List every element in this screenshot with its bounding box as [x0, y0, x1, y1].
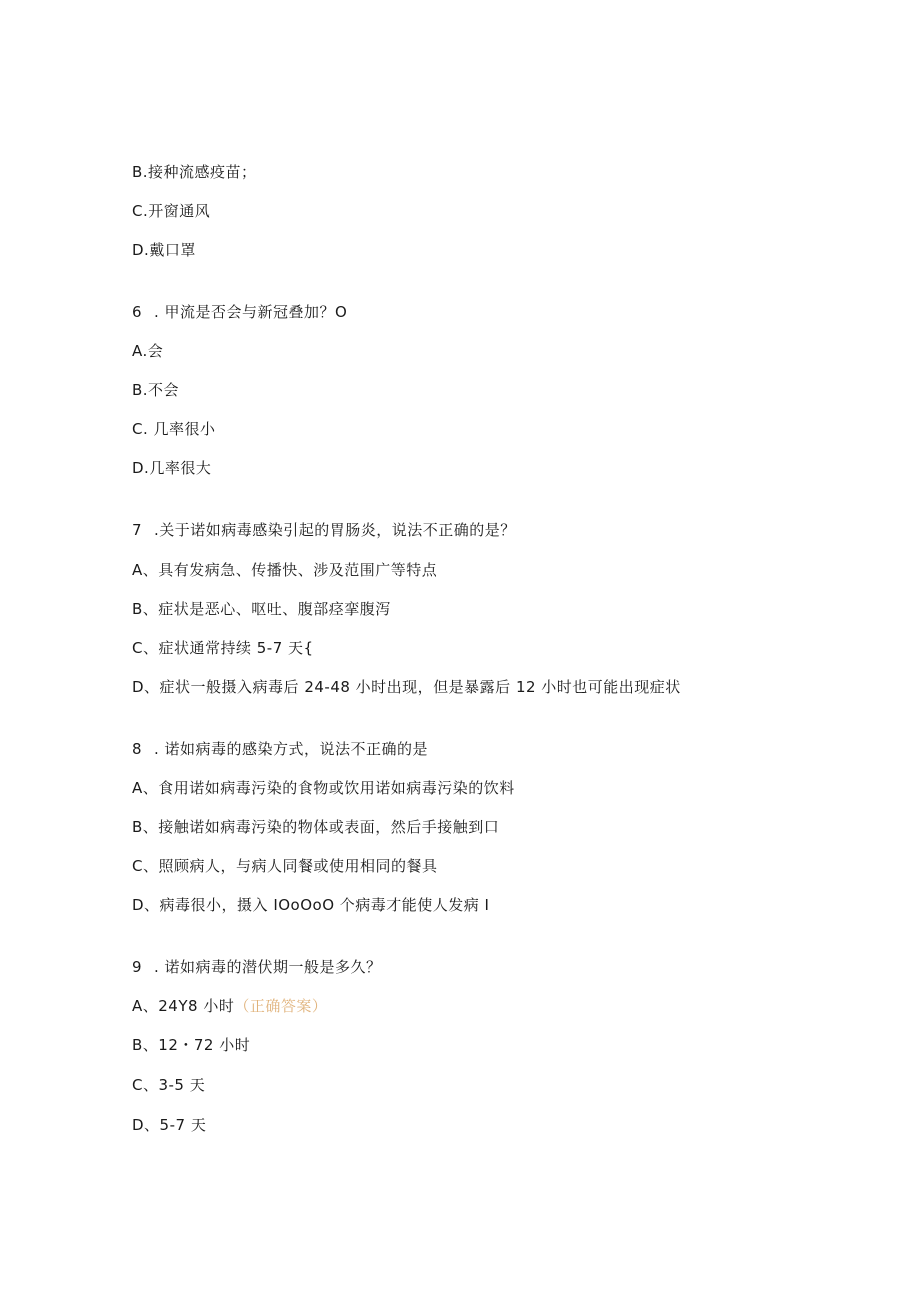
q6-option-d: D.几率很大 [132, 459, 212, 477]
q8-option-b: B、接触诺如病毒污染的物体或表面，然后手接触到口 [132, 818, 500, 836]
q5-option-c: C.开窗通风 [132, 202, 211, 220]
q6-number: 6 [132, 303, 143, 321]
q7-option-a: A、具有发病急、传播快、涉及范围广等特点 [132, 561, 438, 579]
q9-option-a-text: A、24Y8 小时 [132, 997, 235, 1015]
q6-question [132, 302, 347, 322]
q5-option-b: B.接种流感疫苗； [132, 163, 257, 181]
q9-option-b: B、12・72 小时 [132, 1036, 251, 1054]
q8-option-c: C、照顾病人，与病人同餐或使用相同的餐具 [132, 857, 438, 875]
q7-option-d: D、症状一般摄入病毒后 24-48 小时出现，但是暴露后 12 小时也可能出现症状 [132, 678, 681, 696]
q9-text: . 诺如病毒的潜伏期一般是多久？ [154, 958, 382, 976]
q7-option-c: C、症状通常持续 5-7 天{ [132, 639, 314, 657]
q6-option-a: A.会 [132, 342, 164, 360]
q8-text: . 诺如病毒的感染方式，说法不正确的是 [154, 740, 429, 758]
q9-question [132, 957, 382, 977]
q7-question [132, 520, 516, 540]
q6-text: . 甲流是否会与新冠叠加？O [154, 303, 348, 321]
q7-option-b: B、症状是恶心、呕吐、腹部痉挛腹泻 [132, 600, 391, 618]
q8-number: 8 [132, 740, 143, 758]
q7-text: .关于诺如病毒感染引起的胃肠炎，说法不正确的是？ [154, 521, 516, 539]
correct-answer-label: （正确答案） [234, 997, 328, 1015]
q9-number: 9 [132, 958, 143, 976]
q9-option-a [132, 996, 327, 1016]
q9-option-d: D、5-7 天 [132, 1116, 207, 1134]
q5-option-d: D.戴口罩 [132, 241, 196, 259]
q8-option-a: A、食用诺如病毒污染的食物或饮用诺如病毒污染的饮料 [132, 779, 515, 797]
q9-option-c: C、3-5 天 [132, 1076, 206, 1094]
q6-option-c: C. 几率很小 [132, 420, 216, 438]
q8-question [132, 739, 428, 759]
q6-option-b: B.不会 [132, 381, 180, 399]
q8-option-d: D、病毒很小，摄入 IOoOoO 个病毒才能使人发病 I [132, 896, 490, 914]
q7-number: 7 [132, 521, 143, 539]
